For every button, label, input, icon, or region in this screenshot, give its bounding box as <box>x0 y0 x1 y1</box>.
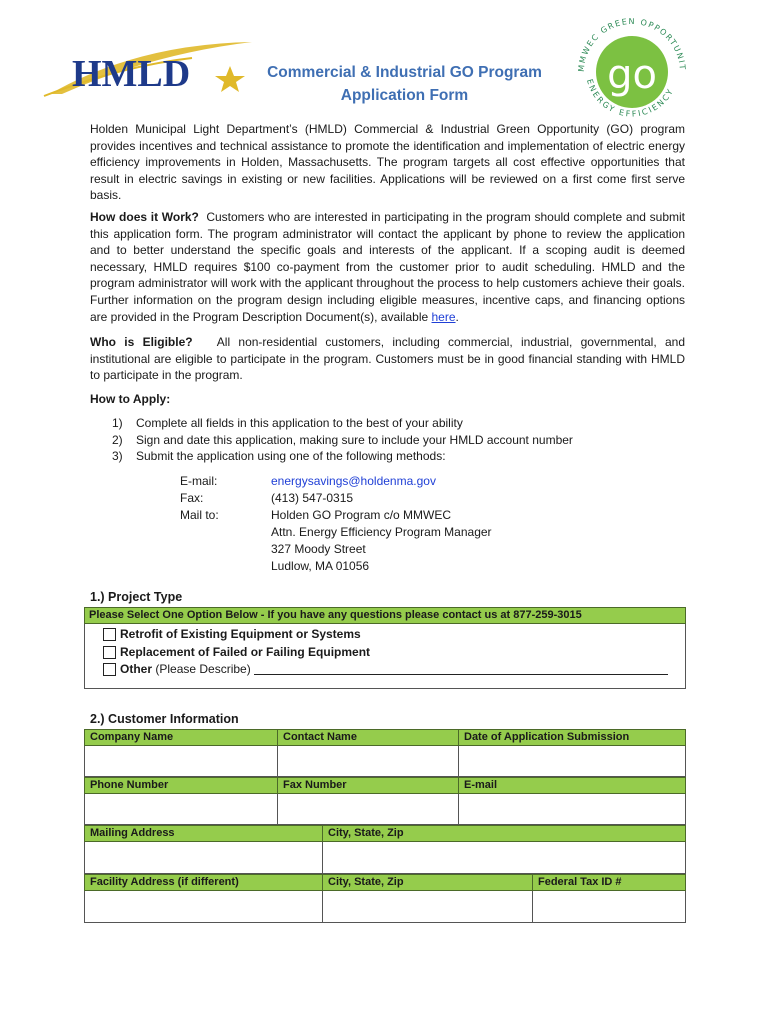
go-logo-ring-text: MMWEC GREEN OPPORTUNIT <box>576 16 688 73</box>
date-submission-label: Date of Application Submission <box>464 731 630 743</box>
form-title-line1: Commercial & Industrial GO Program <box>267 64 542 81</box>
step-text: Sign and date this application, making sure to include your HMLD account number <box>136 432 573 447</box>
project-type-title: 1.) Project Type <box>90 590 183 604</box>
table-header-row <box>84 874 686 891</box>
table-input-row <box>84 842 686 874</box>
go-logo-ring-bottom-text: ENERGY EFFICIENCY <box>584 78 676 119</box>
how-it-works-end: . <box>455 309 459 324</box>
step-text: Complete all fields in this application to the best of your ability <box>136 416 463 430</box>
step-number: 2) <box>112 432 123 447</box>
other-hint: (Please Describe) <box>155 662 251 676</box>
how-to-apply-heading: How to Apply: <box>90 392 171 406</box>
option-label: Other <box>120 662 153 676</box>
mail-line: Attn. Energy Efficiency Program Manager <box>271 525 492 539</box>
eligible-heading: Who is Eligible? <box>90 335 193 349</box>
step-number: 3) <box>112 449 123 464</box>
company-name-label: Company Name <box>85 730 278 747</box>
how-it-works-paragraph <box>90 209 685 325</box>
eligible-text: All non-residential customers, including commercial, industrial, governmental, and institutional are eligible to participate in the program. Customers must be in good financial standing with HMLD to participate in the program. <box>90 335 685 383</box>
fax-value: (413) 547-0315 <box>271 491 354 505</box>
table-input-row <box>84 794 686 825</box>
mail-line: 327 Moody Street <box>271 542 366 556</box>
phone-number-field[interactable] <box>85 794 278 824</box>
other-describe-field[interactable] <box>254 663 668 675</box>
phone-number-label: Phone Number <box>85 778 278 795</box>
checkbox[interactable] <box>103 663 116 676</box>
fax-label: Fax: <box>180 491 204 505</box>
federal-tax-id-field[interactable] <box>533 891 685 922</box>
option-label: Retrofit of Existing Equipment or Systems <box>120 627 361 641</box>
contact-name-field[interactable] <box>278 746 459 776</box>
city-state-zip-field[interactable] <box>323 842 685 873</box>
table-input-row <box>84 746 686 777</box>
project-type-bar: Please Select One Option Below - If you have any questions please contact us at 877-259-3015 <box>84 607 686 624</box>
fax-number-field[interactable] <box>278 794 459 824</box>
table-header-row <box>84 825 686 842</box>
how-it-works-heading: How does it Work? <box>90 210 199 224</box>
step-item <box>112 432 692 449</box>
email-field-label: E-mail <box>464 779 498 791</box>
table-header-row <box>84 777 686 794</box>
contact-name-label: Contact Name <box>278 730 459 747</box>
date-submission-field[interactable] <box>459 746 685 776</box>
hmld-logo <box>42 36 257 106</box>
eligible-paragraph <box>90 334 685 384</box>
option-other[interactable] <box>103 662 668 676</box>
contact-methods <box>180 473 580 573</box>
email-link[interactable]: energysavings@holdenma.gov <box>271 474 436 488</box>
table-header-row <box>84 729 686 746</box>
city-state-zip-label: City, State, Zip <box>328 827 404 839</box>
company-name-field[interactable] <box>85 746 278 776</box>
facility-address-field[interactable] <box>85 891 323 922</box>
customer-info-title: 2.) Customer Information <box>90 712 239 726</box>
facility-city-state-zip-field[interactable] <box>323 891 533 922</box>
step-text: Submit the application using one of the following methods: <box>136 449 446 464</box>
hmld-logo-text: HMLD <box>72 53 191 95</box>
form-title-line2: Application Form <box>340 87 469 104</box>
go-logo-mark: go <box>607 52 657 98</box>
step-number: 1) <box>112 416 123 430</box>
option-label: Replacement of Failed or Failing Equipment <box>120 645 371 659</box>
steps-list <box>112 415 692 465</box>
how-it-works-text: Customers who are interested in participating in the program should complete and submit this application form. The program administrator will contact the applicant by phone to review the application and to better understand the specific goals and interests of the applicant. If a scoping audit is deemed necessary, HMLD requires $100 co-payment from the customer prior to audit scheduling. HMLD and the program administrator will work with the applicant throughout the process to help customers achieve their goals. Further information on the program design including eligible measures, incentive caps, and financing options are provided in the Program Description Document(s), available <box>90 210 686 324</box>
intro-paragraph: Holden Municipal Light Department’s (HMLD) Commercial & Industrial Green Opportunity (GO) program provides incentives and technical assistance to promote the identification and implementation of electric energy efficiency improvements in Holden, Massachusetts. The program targets all cost effective opportunities that result in electric savings in existing or new facilities. Applications will be reviewed on a first come first serve basis. <box>90 122 685 203</box>
fax-number-label: Fax Number <box>278 778 459 795</box>
mail-label: Mail to: <box>180 508 219 522</box>
go-logo <box>562 10 702 135</box>
mail-line: Holden GO Program c/o MMWEC <box>271 508 452 522</box>
checkbox[interactable] <box>103 628 116 641</box>
email-field[interactable] <box>459 794 685 824</box>
checkbox[interactable] <box>103 646 116 659</box>
step-item <box>112 415 692 432</box>
facility-city-state-zip-label: City, State, Zip <box>323 875 533 892</box>
step-item <box>112 448 692 465</box>
project-type-options <box>84 624 686 689</box>
option-retrofit[interactable] <box>103 627 361 641</box>
here-link[interactable]: here <box>431 309 456 324</box>
option-replacement[interactable] <box>103 645 370 659</box>
table-input-row <box>84 891 686 923</box>
mailing-address-field[interactable] <box>85 842 323 873</box>
federal-tax-id-label: Federal Tax ID # <box>538 876 622 888</box>
facility-address-label: Facility Address (if different) <box>85 875 323 892</box>
mailing-address-label: Mailing Address <box>85 826 323 843</box>
mail-line: Ludlow, MA 01056 <box>271 559 370 573</box>
email-label: E-mail: <box>180 474 218 488</box>
customer-info-table <box>84 729 686 923</box>
